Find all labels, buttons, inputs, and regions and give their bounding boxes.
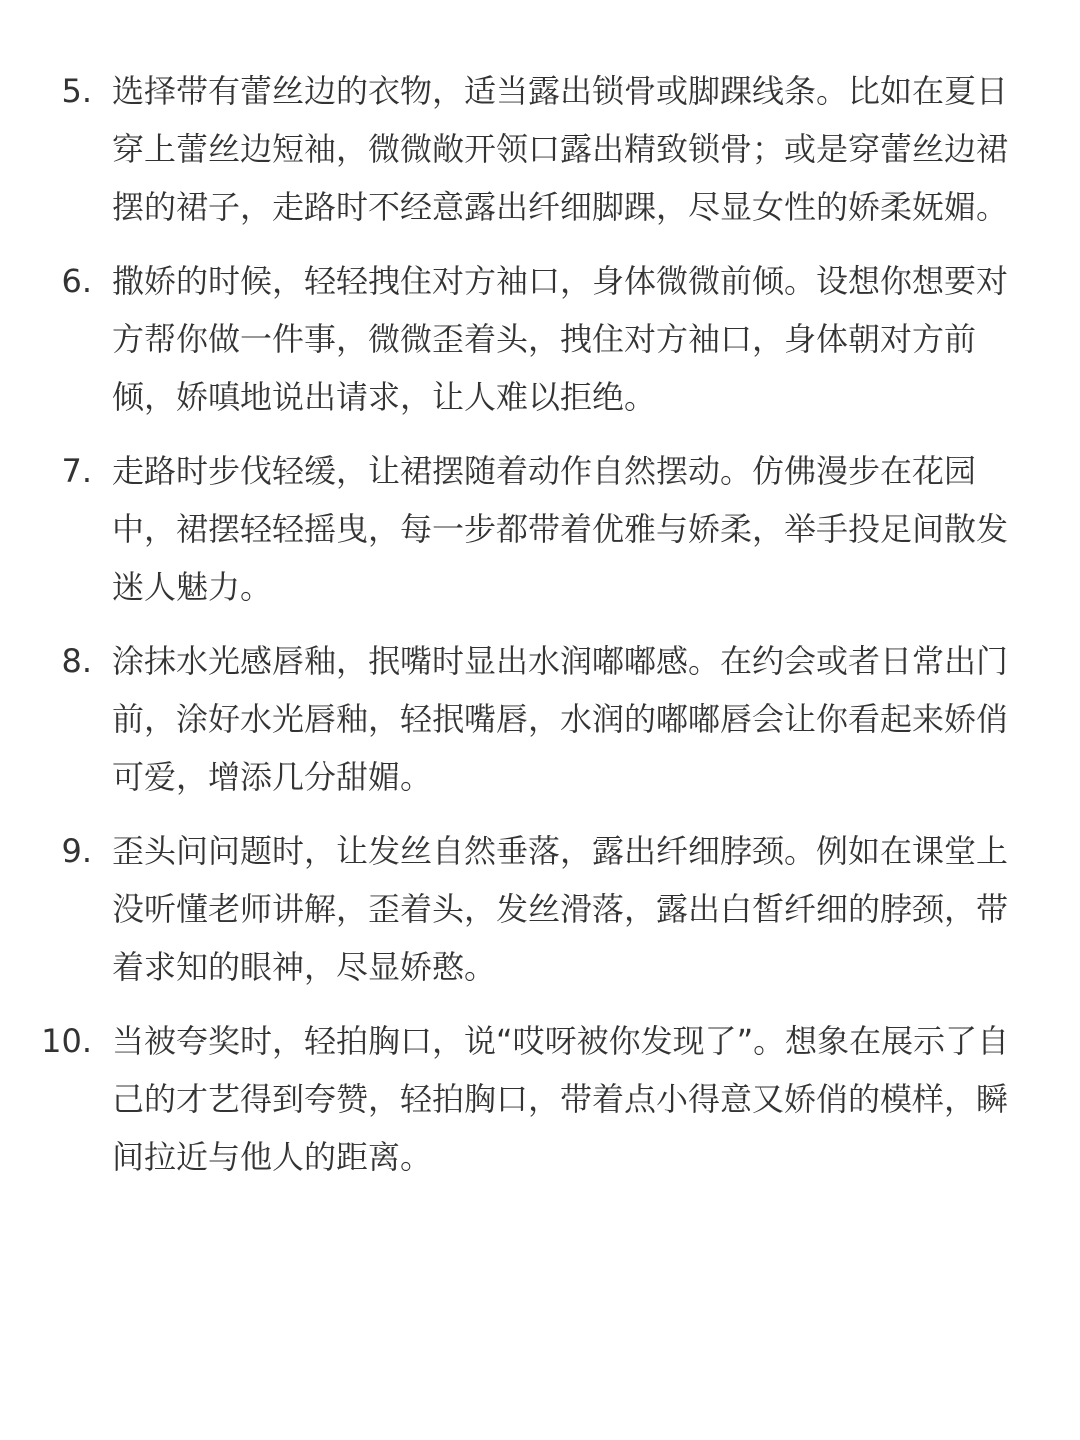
item-text: 选择带有蕾丝边的衣物，适当露出锁骨或脚踝线条。比如在夏日穿上蕾丝边短袖，微微敞开领口露出精致锁骨；或是穿蕾丝边裙摆的裙子，走路时不经意露出纤细脚踝，尽显女性的娇柔妩媚。	[112, 72, 1009, 226]
item-text: 走路时步伐轻缓，让裙摆随着动作自然摆动。仿佛漫步在花园中，裙摆轻轻摇曳，每一步都带着优雅与娇柔，举手投足间散发迷人魅力。	[112, 452, 1009, 606]
item-text: 歪头问问题时，让发丝自然垂落，露出纤细脖颈。例如在课堂上没听懂老师讲解，歪着头，发丝滑落，露出白皙纤细的脖颈，带着求知的眼神，尽显娇憨。	[112, 832, 1009, 986]
list-item	[0, 822, 1080, 996]
list-item	[0, 632, 1080, 806]
item-text: 涂抹水光感唇釉，抿嘴时显出水润嘟嘟感。在约会或者日常出门前，涂好水光唇釉，轻抿嘴唇，水润的嘟嘟唇会让你看起来娇俏可爱，增添几分甜媚。	[112, 642, 1009, 796]
item-text: 撒娇的时候，轻轻拽住对方袖口，身体微微前倾。设想你想要对方帮你做一件事，微微歪着头，拽住对方袖口，身体朝对方前倾，娇嗔地说出请求，让人难以拒绝。	[112, 262, 1009, 416]
list-item	[0, 252, 1080, 426]
item-number: 6.	[61, 262, 92, 300]
list-item	[0, 1012, 1080, 1186]
numbered-list	[0, 62, 1080, 1202]
item-number: 7.	[61, 452, 92, 490]
item-number: 8.	[61, 642, 92, 680]
list-item	[0, 442, 1080, 616]
list-item	[0, 62, 1080, 236]
item-number: 10.	[41, 1022, 92, 1060]
item-number: 9.	[61, 832, 92, 870]
item-text: 当被夸奖时，轻拍胸口，说“哎呀被你发现了”。想象在展示了自己的才艺得到夸赞，轻拍胸口，带着点小得意又娇俏的模样，瞬间拉近与他人的距离。	[112, 1022, 1010, 1176]
item-number: 5.	[61, 72, 92, 110]
